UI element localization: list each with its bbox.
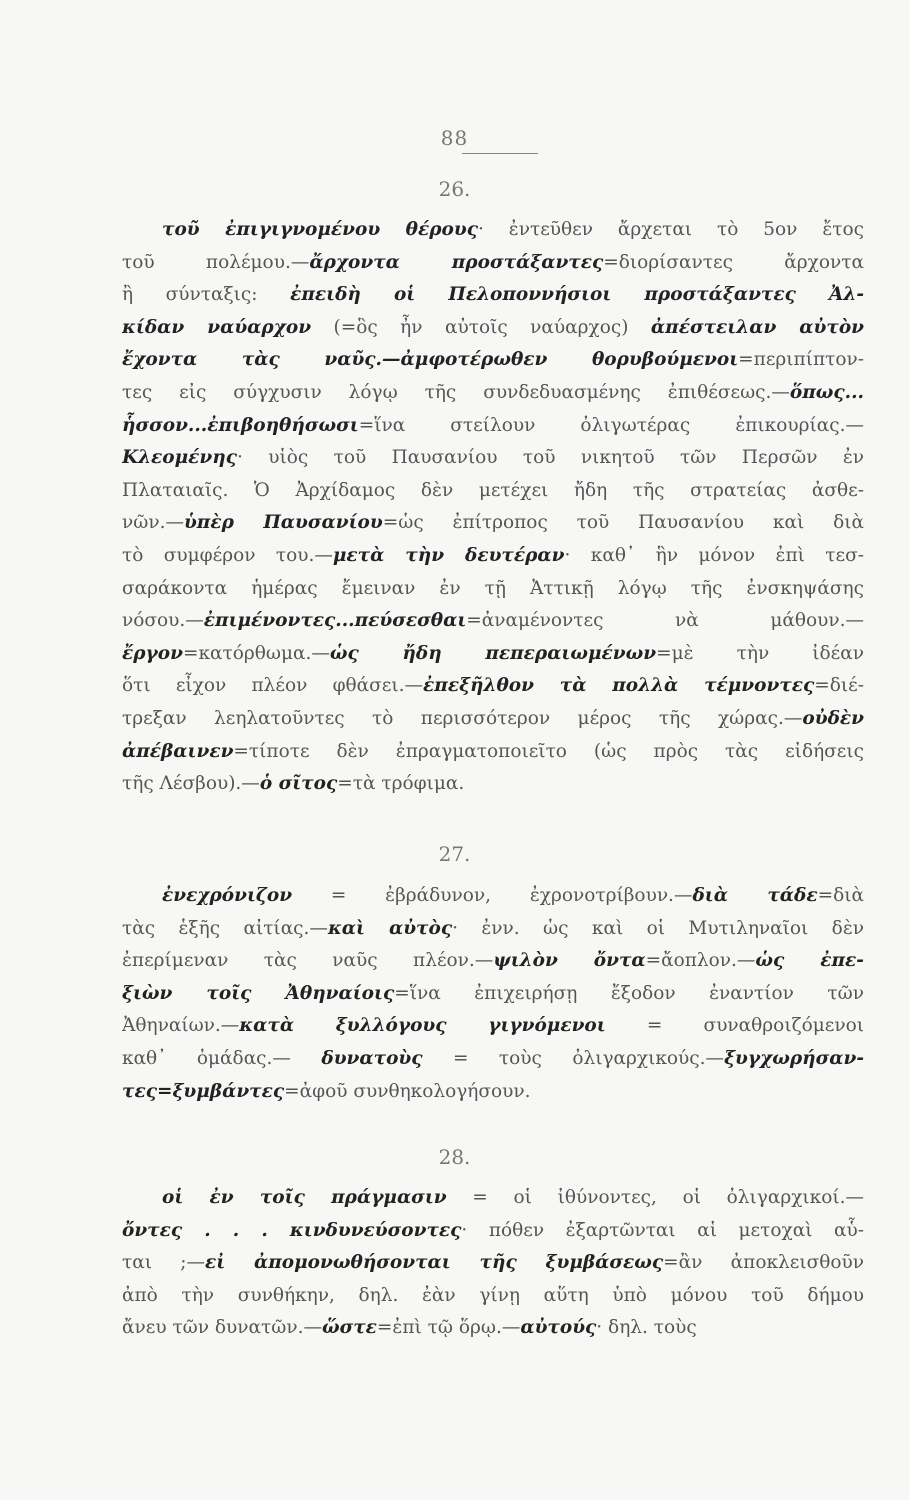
lemma-term: ὡς ἐπε- (755, 950, 864, 972)
lemma-term: ὥστε (321, 1317, 377, 1339)
text-line (122, 979, 864, 1009)
gloss-text: = τοὺς ὀλιγαρχικούς.— (422, 1048, 725, 1069)
lemma-term: ὡς ἤδη πεπεραιωμένων (329, 642, 657, 664)
text-line (122, 313, 864, 343)
lemma-term: ἐπειδὴ οἱ Πελοποννήσιοι προστάξαντες Ἀλ- (290, 284, 864, 306)
lemma-term: ὑπὲρ Παυσανίου (183, 512, 383, 534)
lemma-term: ἔργον (122, 642, 183, 664)
gloss-text: τοῦ πολέμου.— (122, 251, 310, 273)
lemma-term: ἐπιμένοντες...πεύσεσθαι (203, 610, 467, 632)
text-line (122, 508, 864, 538)
text-line (122, 1011, 864, 1041)
gloss-text: =κατόρθωμα.— (182, 642, 330, 664)
section-number: 28. (438, 1145, 471, 1169)
gloss-text: ἐπερίμεναν τὰς ναῦς πλέον.— (122, 950, 494, 972)
text-line (122, 248, 864, 278)
gloss-text: (=ὃς ἦν αὐτοῖς ναύαρχος) (311, 316, 651, 338)
lemma-term: διὰ τάδε (692, 885, 818, 906)
text-line (122, 378, 864, 408)
gloss-text: =τὰ τρόφιμα. (337, 773, 465, 795)
lemma-term: δυνατοὺς (321, 1048, 423, 1069)
lemma-term: ἔχοντα τὰς ναῦς.—ἀμφοτέρωθεν θορυβούμενοι (122, 349, 739, 371)
gloss-text: νῶν.— (122, 512, 184, 534)
gloss-text: =τίποτε δὲν ἐπραγματοποιεῖτο (ὡς πρὸς τὰς εἰδήσεις (233, 740, 864, 762)
lemma-term: ὁ σῖτος (259, 773, 338, 795)
gloss-text: τὰς ἑξῆς αἰτίας.— (122, 917, 328, 939)
text-line (122, 574, 864, 604)
gloss-text: νόσου.— (122, 610, 204, 632)
gloss-text: = ἐβράδυνον, ἐχρονοτρίβουν.— (292, 885, 693, 906)
gloss-text: =ὡς ἐπίτροπος τοῦ Παυσανίου καὶ διὰ (382, 512, 864, 534)
gloss-text: · δηλ. τοὺς (596, 1317, 697, 1339)
gloss-text: Ἀθηναίων.— (122, 1015, 240, 1037)
lemma-term: κατὰ ξυλλόγους γιγνόμενοι (239, 1015, 606, 1037)
text-line (122, 1077, 864, 1107)
lemma-term: ὅπως... (789, 382, 864, 403)
lemma-term: τοῦ ἐπιγιγνομένου θέρους (162, 219, 478, 240)
gloss-text: =διὰ (817, 885, 864, 906)
lemma-term: μετὰ τὴν δευτέραν (332, 545, 565, 566)
text-line (122, 1248, 864, 1278)
section-number: 26. (438, 177, 471, 201)
gloss-text: =περιπίπτον- (738, 349, 864, 371)
section-number: 27. (438, 842, 471, 866)
text-line (122, 215, 864, 245)
gloss-text: ἄνευ τῶν δυνατῶν.— (122, 1317, 322, 1339)
gloss-text: · ἐντεῦθεν ἄρχεται τὸ 5ον ἔτος (478, 219, 864, 240)
gloss-text: τρεξαν λεηλατοῦντες τὸ περισσότερον μέρος τῆς χώρας.— (122, 708, 803, 729)
text-line (122, 443, 864, 473)
text-line (122, 476, 864, 506)
lemma-term: ξιὼν τοῖς Ἀθηναίοις (122, 982, 395, 1004)
gloss-text: = οἱ ἰθύνοντες, οἱ ὀλιγαρχικοί.— (446, 1187, 864, 1208)
gloss-text: =ἐπὶ τῷ ὅρῳ.— (376, 1317, 521, 1339)
gloss-text: · πόθεν ἐξαρτῶνται αἱ μετοχαὶ αὗ- (461, 1219, 864, 1241)
lemma-term: κίδαν ναύαρχον (122, 316, 312, 338)
text-line (122, 639, 864, 669)
lemma-term: ἐπεξῆλθον τὰ πολλὰ τέμνοντες (423, 675, 815, 697)
text-line (122, 1044, 864, 1074)
text-line (122, 737, 864, 767)
text-line (122, 704, 864, 734)
gloss-text: ται ;— (122, 1252, 205, 1274)
gloss-text: ὅτι εἶχον πλέον φθάσει.— (122, 675, 424, 697)
lemma-term: ἀπέβαινεν (122, 740, 234, 762)
lemma-term: οὐδὲν (802, 708, 864, 729)
lemma-term: ξυγχωρήσαν- (724, 1048, 864, 1069)
text-line (122, 1281, 864, 1311)
lemma-term: ἄρχοντα προστάξαντες (309, 251, 604, 273)
text-line (122, 606, 864, 636)
text-line (122, 946, 864, 976)
text-line (122, 671, 864, 701)
gloss-text: = συναθροιζόμενοι (605, 1015, 864, 1037)
lemma-term: αὐτούς (520, 1317, 597, 1339)
gloss-text: =διέ- (814, 675, 864, 697)
gloss-text: σαράκοντα ἡμέρας ἔμειναν ἐν τῇ Ἀττικῇ λόγῳ τῆς ἐνσκηψάσης (122, 577, 864, 599)
gloss-text: καθ᾽ ὁμάδας.— (122, 1048, 322, 1069)
gloss-text: =ἵνα στείλουν ὀλιγωτέρας ἐπικουρίας.— (358, 414, 864, 436)
lemma-term: καὶ αὐτὸς (327, 917, 453, 939)
lemma-term: τες=ξυμβάντες (122, 1080, 285, 1102)
text-line (122, 1216, 864, 1246)
text-line (122, 345, 864, 375)
text-line (122, 411, 864, 441)
gloss-text: Πλαταιαῖς. Ὁ Ἀρχίδαμος δὲν μετέχει ἤδη τῆς στρατείας ἀσθε- (122, 479, 864, 501)
gloss-text: =ἵνα ἐπιχειρήσῃ ἔξοδον ἐναντίον τῶν (394, 982, 864, 1004)
text-line (122, 280, 864, 310)
text-line (122, 1183, 864, 1213)
gloss-text: =ἂν ἀποκλεισθοῦν (663, 1252, 864, 1274)
page-number-rule (462, 153, 538, 154)
text-line (122, 914, 864, 944)
gloss-text: =διορίσαντες ἄρχοντα (603, 251, 864, 273)
lemma-term: ἧσσον...ἐπιβοηθήσωσι (122, 414, 359, 436)
lemma-term: ψιλὸν ὄντα (493, 950, 646, 972)
lemma-term: ἐνεχρόνιζον (162, 885, 293, 906)
gloss-text: · υἱὸς τοῦ Παυσανίου τοῦ νικητοῦ τῶν Περσῶν ἐν (236, 447, 864, 469)
lemma-term: ἀπέστειλαν αὐτὸν (650, 316, 864, 338)
gloss-text: =ἀφοῦ συνθηκολογήσουν. (284, 1080, 531, 1102)
gloss-text: τῆς Λέσβου).— (122, 773, 260, 795)
gloss-text: · ἐνν. ὡς καὶ οἱ Μυτιληναῖοι δὲν (452, 917, 864, 939)
gloss-text: ἢ σύνταξις: (122, 284, 291, 306)
gloss-text: τες εἰς σύγχυσιν λόγῳ τῆς συνδεδυασμένης ἐπιθέσεως.— (122, 382, 790, 403)
text-line (122, 1313, 864, 1343)
lemma-term: εἰ ἀπομονωθήσονται τῆς ξυμβάσεως (205, 1252, 664, 1274)
lemma-term: Κλεομένης (122, 447, 237, 469)
gloss-text: =ἀναμένοντες νὰ μάθουν.— (466, 610, 864, 632)
gloss-text: ἀπὸ τὴν συνθήκην, δηλ. ἐὰν γίνῃ αὕτη ὑπὸ μόνου τοῦ δήμου (122, 1284, 864, 1306)
text-line (122, 541, 864, 571)
gloss-text: =μὲ τὴν ἰδέαν (656, 642, 864, 664)
gloss-text: · καθ᾽ ἣν μόνον ἐπὶ τεσ- (564, 545, 864, 566)
lemma-term: ὄντες . . . κινδυνεύσοντες (122, 1219, 462, 1241)
gloss-text: =ἄοπλον.— (645, 950, 756, 972)
text-line (122, 881, 864, 911)
gloss-text: τὸ συμφέρον του.— (122, 545, 333, 566)
lemma-term: οἱ ἐν τοῖς πράγμασιν (162, 1187, 447, 1208)
page-number: 88 (440, 126, 469, 150)
text-line (122, 769, 864, 799)
